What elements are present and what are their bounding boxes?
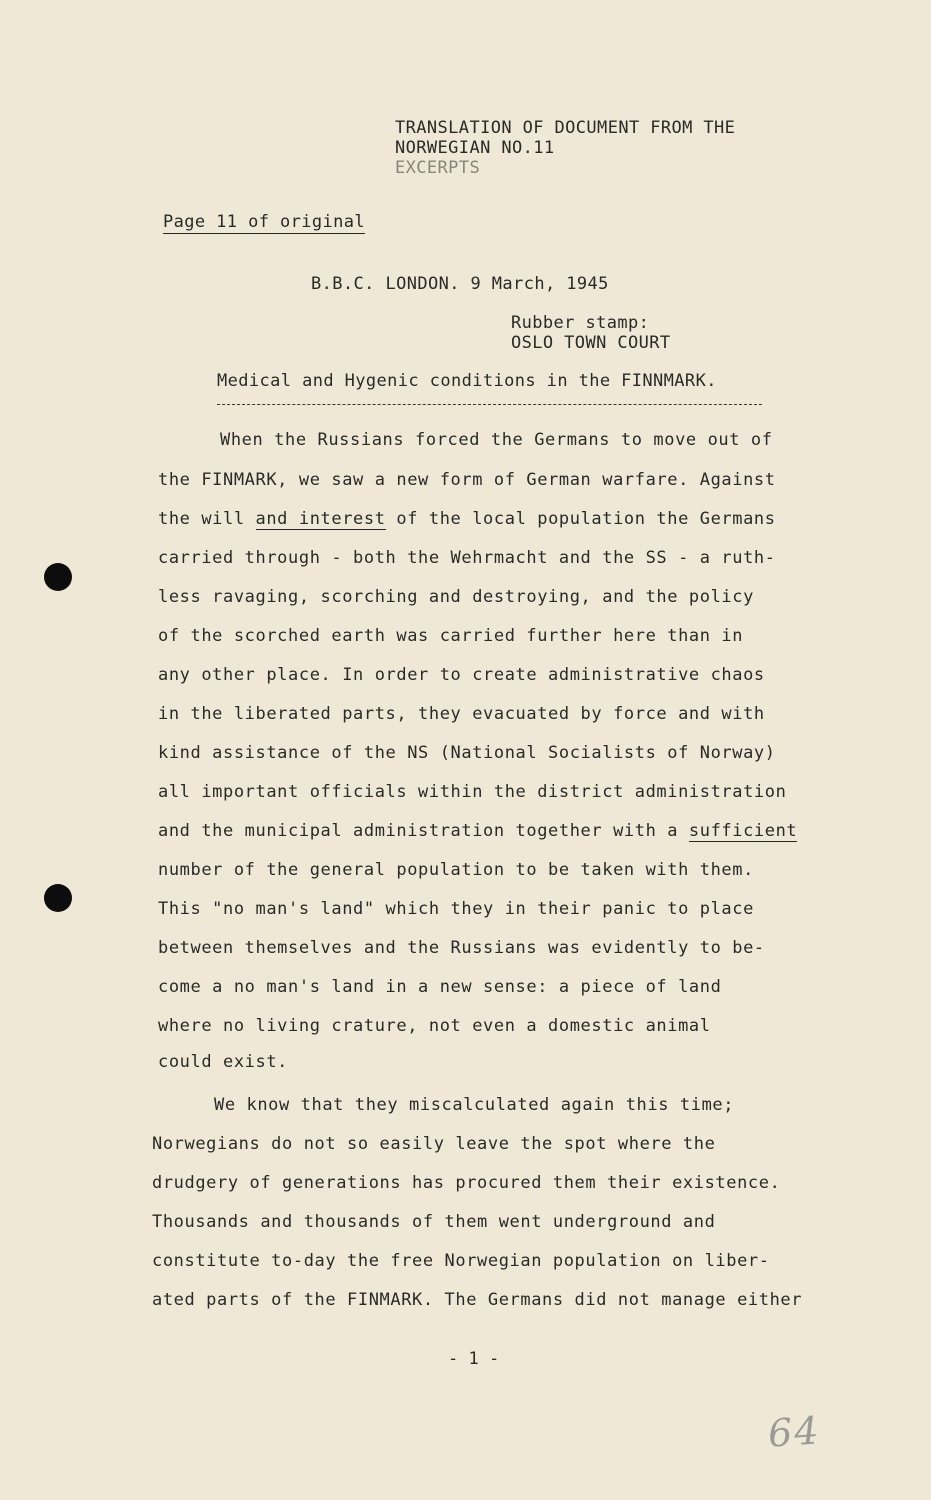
stamp-label: Rubber stamp: [511, 313, 650, 333]
underlined-phrase: sufficient [688, 821, 798, 841]
body-line: drudgery of generations has procured them their existence. [152, 1173, 781, 1193]
body-line: less ravaging, scorching and destroying, and the policy [158, 587, 754, 607]
dateline: B.B.C. LONDON. 9 March, 1945 [311, 274, 609, 294]
body-line: ated parts of the FINMARK. The Germans did not manage either [152, 1290, 803, 1310]
body-line: come a no man's land in a new sense: a piece of land [158, 977, 722, 997]
body-line: and the municipal administration together with a sufficient [158, 821, 798, 841]
header-line-3: EXCERPTS [395, 158, 481, 178]
body-line: in the liberated parts, they evacuated by force and with [158, 704, 765, 724]
document-header [395, 118, 735, 178]
body-line: kind assistance of the NS (National Socialists of Norway) [158, 743, 776, 763]
body-line: constitute to-day the free Norwegian population on liber- [152, 1251, 770, 1271]
stamp-note [511, 313, 671, 353]
body-line: between themselves and the Russians was evidently to be- [158, 938, 765, 958]
handwritten-page-number: 64 [766, 1408, 822, 1456]
body-line: We know that they miscalculated again this time; [214, 1095, 735, 1115]
body-line: where no living crature, not even a domestic animal [158, 1016, 711, 1036]
stamp-text: OSLO TOWN COURT [511, 333, 671, 353]
body-line: Norwegians do not so easily leave the spot where the [152, 1134, 716, 1154]
body-line: number of the general population to be taken with them. [158, 860, 754, 880]
punch-hole [44, 563, 72, 591]
body-line: carried through - both the Wehrmacht and the SS - a ruth- [158, 548, 776, 568]
dashed-divider [217, 404, 762, 405]
header-line-2: NORWEGIAN NO.11 [395, 138, 555, 158]
body-line: the will and interest of the local population the Germans [158, 509, 776, 529]
body-line: any other place. In order to create administrative chaos [158, 665, 765, 685]
subject-heading: Medical and Hygenic conditions in the FINNMARK. [217, 371, 717, 391]
punch-hole [44, 884, 72, 912]
body-line: This "no man's land" which they in their panic to place [158, 899, 754, 919]
body-line: all important officials within the district administration [158, 782, 787, 802]
body-line: the FINMARK, we saw a new form of German warfare. Against [158, 470, 776, 490]
page-reference: Page 11 of original [163, 212, 366, 232]
underlined-phrase: and interest [255, 509, 386, 529]
body-line: When the Russians forced the Germans to move out of [220, 430, 773, 450]
header-line-1: TRANSLATION OF DOCUMENT FROM THE [395, 118, 736, 138]
body-line: of the scorched earth was carried further here than in [158, 626, 744, 646]
body-line: Thousands and thousands of them went underground and [152, 1212, 716, 1232]
body-line: could exist. [158, 1052, 289, 1072]
page-number: - 1 - [448, 1349, 500, 1369]
